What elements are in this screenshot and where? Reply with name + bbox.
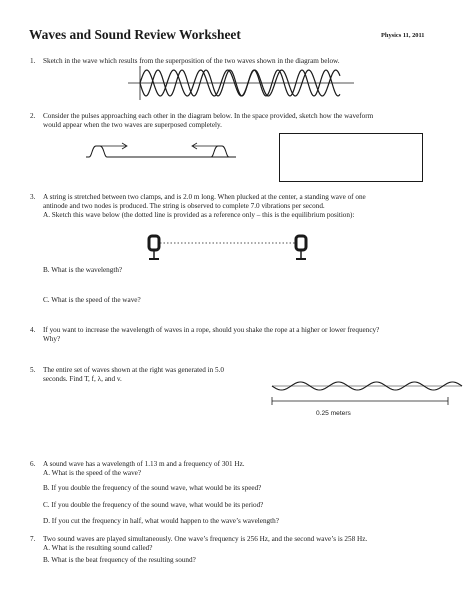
question-number: 5. bbox=[30, 366, 36, 374]
question-text-line: A. What is the speed of the wave? bbox=[43, 469, 142, 478]
clamps-diagram bbox=[146, 232, 312, 266]
question-6c: C. If you double the frequency of the sound wave, what would be its period? bbox=[43, 501, 264, 509]
question-number: 7. bbox=[30, 535, 36, 543]
question-number: 2. bbox=[30, 112, 36, 120]
question-number: 1. bbox=[30, 57, 36, 65]
question-text-line: A string is stretched between two clamps, and is 2.0 m long. When plucked at the center, a standing wave of one bbox=[43, 193, 366, 201]
question-text-line: A. Sketch this wave below (the dotted line is provided as a reference only – this is the equilibrium position): bbox=[43, 211, 355, 220]
question-3b: B. What is the wavelength? bbox=[43, 266, 123, 274]
question-number: 6. bbox=[30, 460, 36, 468]
superposition-diagram bbox=[128, 64, 354, 102]
question-7b: B. What is the beat frequency of the resulting sound? bbox=[43, 556, 196, 564]
pulses-diagram bbox=[86, 140, 246, 166]
question-number: 3. bbox=[30, 193, 36, 201]
question-text-line: A. What is the resulting sound called? bbox=[43, 544, 153, 553]
question-text-line: seconds. Find T, f, λ, and v. bbox=[43, 375, 122, 384]
pulse-left bbox=[86, 146, 234, 157]
arrow-right-icon bbox=[99, 143, 127, 149]
scale-label: 0.25 meters bbox=[316, 410, 351, 417]
worksheet-title: Waves and Sound Review Worksheet bbox=[29, 27, 241, 42]
question-6b: B. If you double the frequency of the sound wave, what would be its speed? bbox=[43, 484, 262, 492]
question-number: 4. bbox=[30, 326, 36, 334]
question-text-line: would appear when the two waves are superposed completely. bbox=[43, 121, 222, 130]
clamp-right-icon bbox=[296, 236, 306, 259]
question-text-line: The entire set of waves shown at the right was generated in 5.0 bbox=[43, 366, 225, 374]
answer-box bbox=[279, 133, 423, 182]
question-text-line: Two sound waves are played simultaneously. One wave’s frequency is 256 Hz, and the second wave’s is 258 Hz. bbox=[43, 535, 368, 543]
clamp-left-icon bbox=[149, 236, 159, 259]
question-text-line: If you want to increase the wavelength of waves in a rope, should you shake the rope at a higher or lower frequency? bbox=[43, 326, 380, 334]
wave-set-diagram bbox=[272, 374, 464, 408]
question-text-line: Consider the pulses approaching each other in the diagram below. In the space provided, sketch how the waveform bbox=[43, 112, 374, 120]
question-text-line: antinode and two nodes is produced. The string is observed to complete 7.0 vibrations per second. bbox=[43, 202, 325, 211]
question-6d: D. If you cut the frequency in half, what would happen to the wave’s wavelength? bbox=[43, 517, 279, 525]
question-text-line: Why? bbox=[43, 335, 61, 344]
pulse-right bbox=[191, 146, 236, 157]
course-label: Physics 11, 2011 bbox=[381, 32, 425, 39]
question-3c: C. What is the speed of the wave? bbox=[43, 296, 141, 304]
question-text-line: A sound wave has a wavelength of 1.13 m and a frequency of 301 Hz. bbox=[43, 460, 245, 468]
question-text-line: Sketch in the wave which results from the superposition of the two waves shown in the diagram below. bbox=[43, 57, 340, 65]
